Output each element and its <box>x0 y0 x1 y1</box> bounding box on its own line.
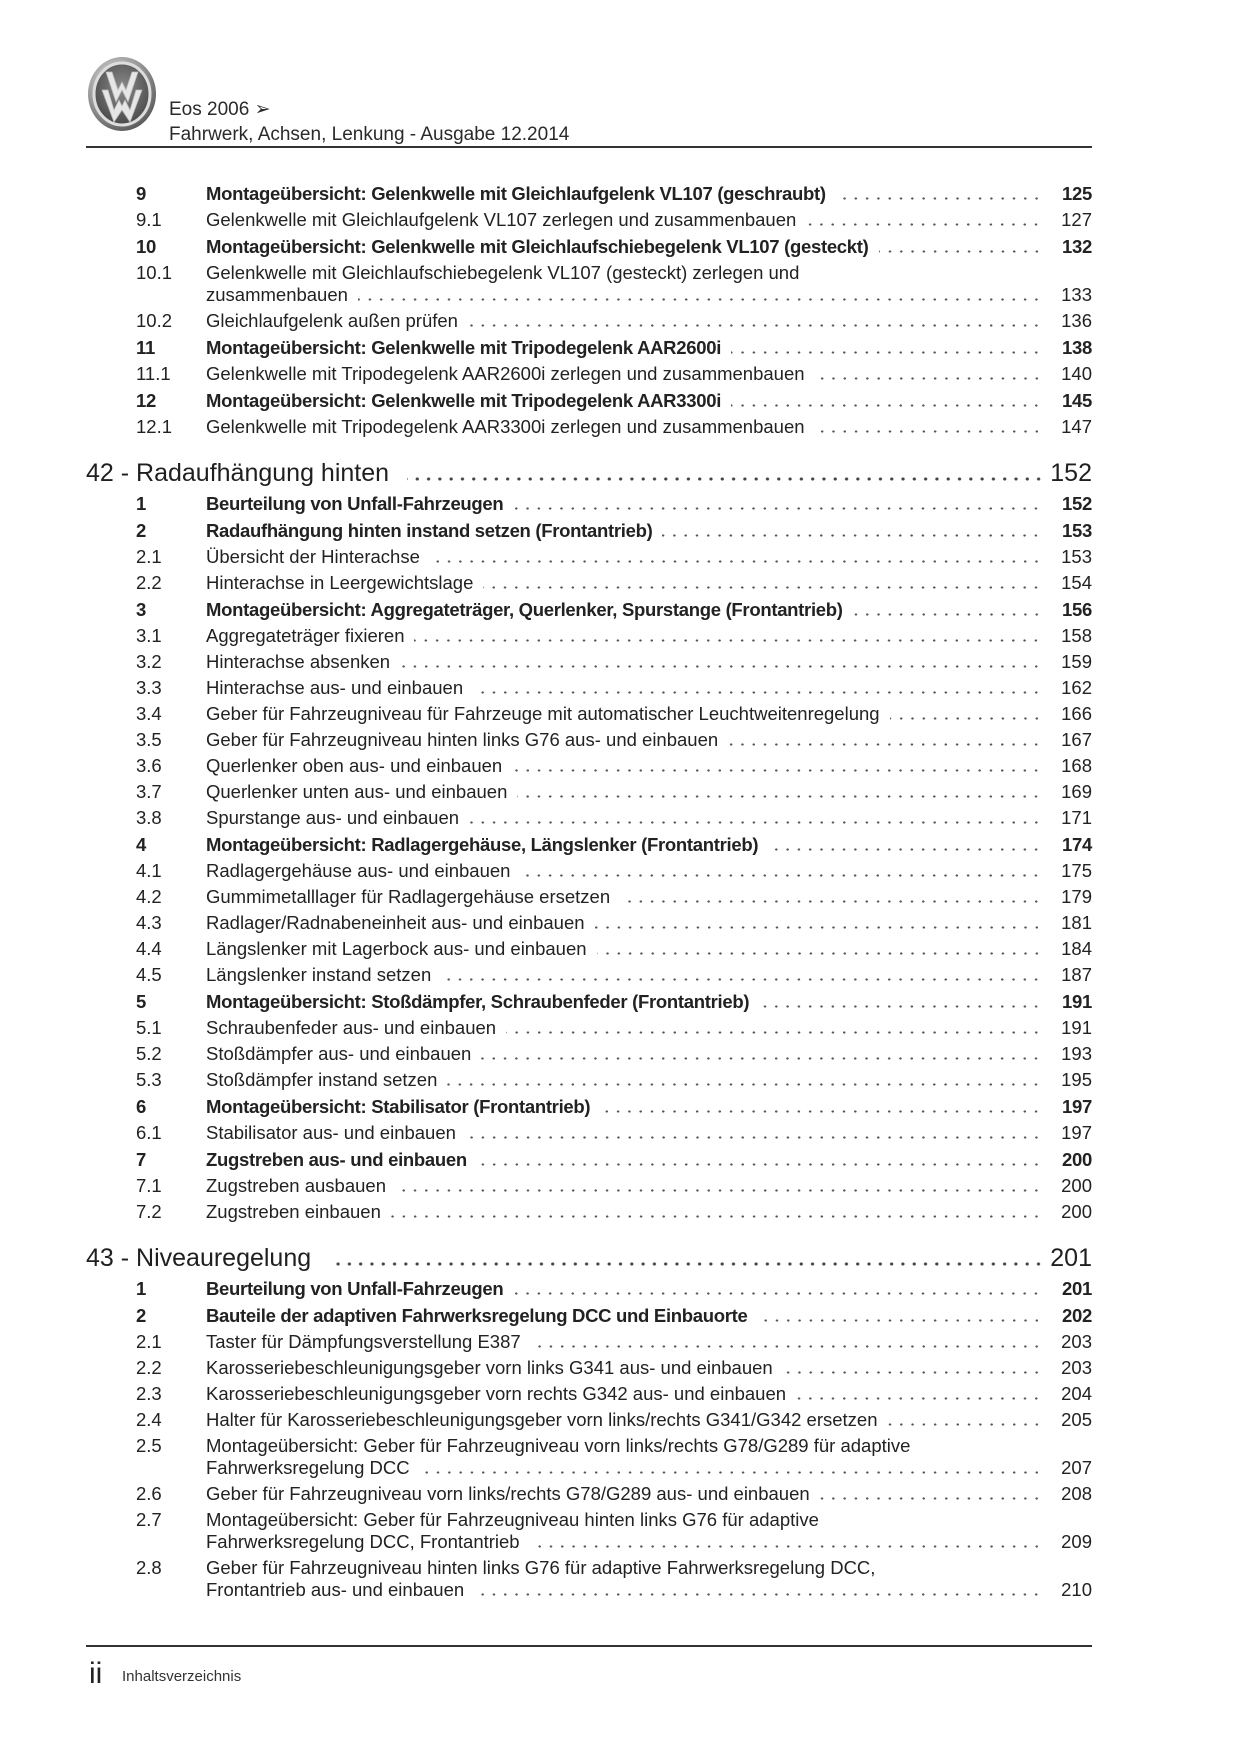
entry-page: 204 <box>1061 1383 1092 1404</box>
entry-title: Beurteilung von Unfall-Fahrzeugen <box>206 1278 504 1299</box>
entry-page: 140 <box>1061 363 1092 384</box>
toc-entry[interactable] <box>86 964 1092 986</box>
toc-entry[interactable] <box>86 781 1092 803</box>
dot-leader <box>477 1163 1042 1166</box>
entry-title: Montageübersicht: Gelenkwelle mit Gleichlaufschiebegelenk VL107 (gesteckt) <box>206 236 869 257</box>
entry-number: 7 <box>136 1149 146 1170</box>
toc-entry[interactable] <box>86 807 1092 829</box>
entry-title: Zugstreben ausbauen <box>206 1175 386 1196</box>
toc-entry[interactable] <box>86 1017 1092 1039</box>
entry-number: 10.2 <box>136 310 173 331</box>
toc-entry[interactable] <box>86 1557 1092 1601</box>
entry-number: 4.1 <box>136 860 162 881</box>
dot-leader <box>890 717 1042 720</box>
entry-title: Stabilisator aus- und einbauen <box>206 1122 456 1143</box>
entry-page: 152 <box>1062 493 1092 514</box>
dot-leader <box>595 926 1042 929</box>
toc-entry[interactable] <box>86 677 1092 699</box>
entry-page: 191 <box>1062 991 1092 1012</box>
entry-title: Zugstreben einbauen <box>206 1201 381 1222</box>
dot-leader <box>474 1593 1042 1596</box>
entry-number: 4.4 <box>136 938 162 959</box>
dot-leader <box>759 1005 1042 1008</box>
dot-leader <box>815 377 1042 380</box>
entry-number: 11 <box>136 337 155 358</box>
toc-entry[interactable] <box>86 1069 1092 1091</box>
dot-leader <box>815 430 1042 433</box>
entry-number: 3.7 <box>136 781 162 802</box>
entry-number: 3.1 <box>136 625 162 646</box>
dot-leader <box>512 769 1042 772</box>
dot-leader <box>531 1345 1042 1348</box>
entry-title: Montageübersicht: Geber für Fahrzeugniveau vorn links/rechts G78/G289 für adaptive <box>206 1435 911 1456</box>
entry-page: 154 <box>1061 572 1092 593</box>
entry-title-continued: Frontantrieb aus- und einbauen <box>206 1579 465 1600</box>
entry-page: 205 <box>1061 1409 1092 1430</box>
entry-title: Taster für Dämpfungsverstellung E387 <box>206 1331 521 1352</box>
entry-page: 201 <box>1062 1278 1092 1299</box>
entry-page: 166 <box>1061 703 1092 724</box>
entry-title: Schraubenfeder aus- und einbauen <box>206 1017 497 1038</box>
toc-entry[interactable] <box>86 834 1092 856</box>
entry-page: 132 <box>1062 236 1092 257</box>
footer-label: Inhaltsverzeichnis <box>122 1668 242 1685</box>
entry-number: 2.2 <box>136 572 162 593</box>
entry-number: 2.4 <box>136 1409 162 1430</box>
dot-leader <box>728 743 1042 746</box>
dot-leader <box>473 691 1042 694</box>
entry-page: 197 <box>1061 1122 1092 1143</box>
entry-page: 125 <box>1062 183 1092 204</box>
chapter-title: 42 - Radaufhängung hinten <box>86 459 390 487</box>
toc-entry[interactable] <box>86 991 1092 1013</box>
model-title: Eos 2006 ➢ <box>169 99 271 120</box>
entry-number: 2.5 <box>136 1435 162 1456</box>
toc-entry[interactable] <box>86 912 1092 934</box>
entry-number: 4 <box>136 834 146 855</box>
entry-number: 3.3 <box>136 677 162 698</box>
chapter-page: 201 <box>1050 1244 1092 1272</box>
entry-title: Geber für Fahrzeugniveau hinten links G76 aus- und einbauen <box>206 729 719 750</box>
entry-title: Gummimetalllager für Radlagergehäuse ersetzen <box>206 886 611 907</box>
entry-title: Geber für Fahrzeugniveau hinten links G76 für adaptive Fahrwerksregelung DCC, <box>206 1557 876 1578</box>
dot-leader <box>520 874 1042 877</box>
toc-entry[interactable] <box>86 1305 1092 1327</box>
dot-leader <box>530 1545 1042 1548</box>
dot-leader <box>441 978 1042 981</box>
entry-page: 207 <box>1061 1457 1092 1478</box>
entry-title: Montageübersicht: Gelenkwelle mit Tripodegelenk AAR3300i <box>206 390 722 411</box>
entry-number: 7.1 <box>136 1175 162 1196</box>
entry-number: 1 <box>136 493 146 514</box>
entry-number: 2.1 <box>136 546 162 567</box>
entry-page: 138 <box>1062 337 1092 358</box>
entry-number: 1 <box>136 1278 146 1299</box>
toc-entry[interactable] <box>86 1149 1092 1171</box>
entry-page: 200 <box>1061 1201 1092 1222</box>
dot-leader <box>731 351 1042 354</box>
entry-title: Montageübersicht: Gelenkwelle mit Gleichlaufgelenk VL107 (geschraubt) <box>206 183 826 204</box>
entry-number: 6 <box>136 1096 146 1117</box>
chapter-title: 43 - Niveauregelung <box>86 1244 312 1272</box>
page-number: ii <box>89 1657 103 1690</box>
toc-entry[interactable] <box>86 755 1092 777</box>
entry-page: 133 <box>1061 284 1092 305</box>
entry-title-continued: Fahrwerksregelung DCC <box>206 1457 410 1478</box>
manual-subtitle: Fahrwerk, Achsen, Lenkung - Ausgabe 12.2014 <box>169 124 570 145</box>
toc-entry[interactable] <box>86 520 1092 542</box>
entry-title: Übersicht der Hinterachse <box>206 546 420 567</box>
entry-title: Gelenkwelle mit Tripodegelenk AAR3300i zerlegen und zusammenbauen <box>206 416 805 437</box>
entry-page: 181 <box>1061 912 1092 933</box>
entry-title: Montageübersicht: Stabilisator (Frontantrieb) <box>206 1096 591 1117</box>
entry-title: Stoßdämpfer aus- und einbauen <box>206 1043 472 1064</box>
page-header <box>86 52 1092 148</box>
dot-leader <box>506 1031 1042 1034</box>
dot-leader <box>414 639 1042 642</box>
entry-number: 9 <box>136 183 146 204</box>
entry-page: 147 <box>1061 416 1092 437</box>
entry-page: 210 <box>1061 1579 1092 1600</box>
entry-title: Querlenker oben aus- und einbauen <box>206 755 503 776</box>
entry-title: Montageübersicht: Stoßdämpfer, Schraubenfeder (Frontantrieb) <box>206 991 750 1012</box>
chapter-page: 152 <box>1050 459 1092 487</box>
entry-title: Gelenkwelle mit Gleichlaufgelenk VL107 zerlegen und zusammenbauen <box>206 209 797 230</box>
entry-number: 5.3 <box>136 1069 162 1090</box>
entry-title: Gleichlaufgelenk außen prüfen <box>206 310 458 331</box>
entry-title: Beurteilung von Unfall-Fahrzeugen <box>206 493 504 514</box>
entry-page: 162 <box>1061 677 1092 698</box>
entry-number: 2.6 <box>136 1483 162 1504</box>
dot-leader <box>430 560 1042 563</box>
entry-page: 153 <box>1062 520 1092 541</box>
toc-entry[interactable] <box>86 860 1092 882</box>
entry-title: Querlenker unten aus- und einbauen <box>206 781 508 802</box>
dot-leader <box>879 250 1042 253</box>
entry-page: 159 <box>1061 651 1092 672</box>
toc-entry[interactable] <box>86 337 1092 359</box>
dot-leader <box>836 197 1042 200</box>
entry-page: 187 <box>1061 964 1092 985</box>
dot-leader <box>481 1057 1042 1060</box>
toc-entry[interactable] <box>86 1483 1092 1505</box>
toc-entry[interactable] <box>86 938 1092 960</box>
dot-leader <box>483 586 1042 589</box>
toc-entry[interactable] <box>86 310 1092 332</box>
toc-entry[interactable] <box>86 1331 1092 1353</box>
toc-entry[interactable] <box>86 1122 1092 1144</box>
toc-entry[interactable] <box>86 390 1092 412</box>
dot-leader <box>400 665 1042 668</box>
dot-leader <box>620 900 1042 903</box>
entry-page: 193 <box>1061 1043 1092 1064</box>
entry-page: 195 <box>1061 1069 1092 1090</box>
toc-entry[interactable] <box>86 886 1092 908</box>
entry-number: 3 <box>136 599 146 620</box>
dot-leader <box>468 324 1042 327</box>
entry-title: Montageübersicht: Gelenkwelle mit Tripodegelenk AAR2600i <box>206 337 722 358</box>
vw-logo-icon <box>86 52 158 132</box>
entry-title: Montageübersicht: Radlagergehäuse, Längslenker (Frontantrieb) <box>206 834 759 855</box>
entry-number: 3.6 <box>136 755 162 776</box>
dot-leader <box>469 821 1042 824</box>
entry-number: 6.1 <box>136 1122 162 1143</box>
entry-title: Hinterachse in Leergewichtslage <box>206 572 474 593</box>
entry-page: 179 <box>1061 886 1092 907</box>
toc-entry[interactable] <box>86 183 1092 205</box>
toc-entry[interactable] <box>86 493 1092 515</box>
entry-title: Hinterachse aus- und einbauen <box>206 677 464 698</box>
entry-title-continued: Fahrwerksregelung DCC, Frontantrieb <box>206 1531 520 1552</box>
entry-number: 3.8 <box>136 807 162 828</box>
entry-title: Halter für Karosseriebeschleunigungsgeber vorn links/rechts G341/G342 ersetzen <box>206 1409 878 1430</box>
entry-title: Montageübersicht: Aggregateträger, Querlenker, Spurstange (Frontantrieb) <box>206 599 843 620</box>
entry-title: Geber für Fahrzeugniveau für Fahrzeuge mit automatischer Leuchtweitenregelung <box>206 703 880 724</box>
entry-page: 171 <box>1061 807 1092 828</box>
entry-number: 4.2 <box>136 886 162 907</box>
entry-number: 10.1 <box>136 262 173 283</box>
entry-page: 184 <box>1061 938 1092 959</box>
toc-entry[interactable] <box>86 651 1092 673</box>
toc-entry[interactable] <box>86 1409 1092 1431</box>
dot-leader <box>466 1136 1042 1139</box>
entry-title: Radlager/Radnabeneinheit aus- und einbauen <box>206 912 585 933</box>
entry-title: Stoßdämpfer instand setzen <box>206 1069 438 1090</box>
entry-page: 209 <box>1061 1531 1092 1552</box>
toc-entry[interactable] <box>86 546 1092 568</box>
toc-entry[interactable] <box>86 1043 1092 1065</box>
dot-leader <box>853 613 1042 616</box>
entry-title: Längslenker mit Lagerbock aus- und einbauen <box>206 938 587 959</box>
entry-page: 136 <box>1061 310 1092 331</box>
footer-divider <box>86 1645 1092 1647</box>
entry-number: 4.3 <box>136 912 162 933</box>
entry-number: 4.5 <box>136 964 162 985</box>
entry-page: 158 <box>1061 625 1092 646</box>
entry-number: 2 <box>136 1305 146 1326</box>
entry-number: 10 <box>136 236 156 257</box>
entry-title: Aggregateträger fixieren <box>206 625 405 646</box>
toc-entry[interactable] <box>86 625 1092 647</box>
entry-page: 168 <box>1061 755 1092 776</box>
chapter-heading[interactable] <box>86 1243 1092 1273</box>
entry-page: 156 <box>1062 599 1092 620</box>
entry-title: Karosseriebeschleunigungsgeber vorn links G341 aus- und einbauen <box>206 1357 773 1378</box>
dot-leader <box>597 952 1042 955</box>
entry-page: 145 <box>1062 390 1092 411</box>
dot-leader <box>420 1471 1042 1474</box>
entry-number: 7.2 <box>136 1201 162 1222</box>
entry-number: 5 <box>136 991 146 1012</box>
dot-leader <box>768 848 1042 851</box>
entry-number: 12 <box>136 390 156 411</box>
dot-leader <box>758 1319 1042 1322</box>
entry-page: 208 <box>1061 1483 1092 1504</box>
dot-leader <box>820 1497 1042 1500</box>
toc-entry[interactable] <box>86 262 1092 306</box>
entry-title: Hinterachse absenken <box>206 651 391 672</box>
entry-title: Radaufhängung hinten instand setzen (Frontantrieb) <box>206 520 653 541</box>
entry-page: 197 <box>1062 1096 1092 1117</box>
dot-leader <box>447 1083 1042 1086</box>
toc-entry[interactable] <box>86 236 1092 258</box>
entry-page: 203 <box>1061 1331 1092 1352</box>
toc-entry[interactable] <box>86 1278 1092 1300</box>
toc-entry[interactable] <box>86 1201 1092 1223</box>
dot-leader <box>731 404 1042 407</box>
dot-leader <box>513 507 1042 510</box>
entry-page: 203 <box>1061 1357 1092 1378</box>
entry-number: 2.8 <box>136 1557 162 1578</box>
entry-page: 200 <box>1062 1149 1092 1170</box>
toc-entry[interactable] <box>86 363 1092 385</box>
chapter-heading[interactable] <box>86 458 1092 488</box>
dot-leader <box>358 298 1042 301</box>
dot-leader <box>517 795 1042 798</box>
entry-title: Radlagergehäuse aus- und einbauen <box>206 860 511 881</box>
toc-entry[interactable] <box>86 1096 1092 1118</box>
dot-leader <box>783 1371 1042 1374</box>
entry-title: Montageübersicht: Geber für Fahrzeugniveau hinten links G76 für adaptive <box>206 1509 819 1530</box>
dot-leader <box>391 1215 1042 1218</box>
entry-title: Spurstange aus- und einbauen <box>206 807 460 828</box>
entry-page: 191 <box>1061 1017 1092 1038</box>
dot-leader <box>796 1397 1042 1400</box>
toc-entry[interactable] <box>86 1509 1092 1553</box>
entry-number: 5.1 <box>136 1017 162 1038</box>
entry-number: 11.1 <box>136 363 171 384</box>
entry-number: 2 <box>136 520 146 541</box>
entry-page: 174 <box>1062 834 1092 855</box>
entry-page: 200 <box>1061 1175 1092 1196</box>
entry-number: 12.1 <box>136 416 173 437</box>
entry-number: 3.5 <box>136 729 162 750</box>
entry-number: 5.2 <box>136 1043 162 1064</box>
entry-title: Gelenkwelle mit Tripodegelenk AAR2600i zerlegen und zusammenbauen <box>206 363 805 384</box>
entry-title: Bauteile der adaptiven Fahrwerksregelung DCC und Einbauorte <box>206 1305 748 1326</box>
toc-entry[interactable] <box>86 599 1092 621</box>
entry-number: 2.1 <box>136 1331 162 1352</box>
entry-title: Zugstreben aus- und einbauen <box>206 1149 467 1170</box>
dot-leader <box>513 1292 1042 1295</box>
toc-entry[interactable] <box>86 1175 1092 1197</box>
entry-title: Längslenker instand setzen <box>206 964 432 985</box>
toc-entry[interactable] <box>86 703 1092 725</box>
dot-leader <box>888 1423 1042 1426</box>
dot-leader <box>662 534 1042 537</box>
toc-entry[interactable] <box>86 1435 1092 1479</box>
toc-entry[interactable] <box>86 572 1092 594</box>
entry-page: 175 <box>1061 860 1092 881</box>
toc-entry[interactable] <box>86 416 1092 438</box>
entry-number: 9.1 <box>136 209 162 230</box>
header-divider <box>86 146 1092 148</box>
entry-page: 167 <box>1061 729 1092 750</box>
entry-title: Geber für Fahrzeugniveau vorn links/rechts G78/G289 aus- und einbauen <box>206 1483 810 1504</box>
entry-number: 2.3 <box>136 1383 162 1404</box>
dot-leader <box>600 1110 1042 1113</box>
dot-leader <box>329 1262 1044 1266</box>
entry-number: 3.2 <box>136 651 162 672</box>
entry-page: 169 <box>1061 781 1092 802</box>
dot-leader <box>396 1189 1042 1192</box>
entry-title: Gelenkwelle mit Gleichlaufschiebegelenk VL107 (gesteckt) zerlegen und <box>206 262 800 283</box>
toc-entry[interactable] <box>86 729 1092 751</box>
entry-number: 2.2 <box>136 1357 162 1378</box>
entry-page: 127 <box>1061 209 1092 230</box>
entry-title-continued: zusammenbauen <box>206 284 348 305</box>
dot-leader <box>407 477 1044 481</box>
table-of-contents <box>86 178 1092 1601</box>
dot-leader <box>806 223 1042 226</box>
toc-entry[interactable] <box>86 209 1092 231</box>
toc-entry[interactable] <box>86 1357 1092 1379</box>
toc-entry[interactable] <box>86 1383 1092 1405</box>
entry-number: 2.7 <box>136 1509 162 1530</box>
entry-page: 202 <box>1062 1305 1092 1326</box>
entry-page: 153 <box>1061 546 1092 567</box>
entry-number: 3.4 <box>136 703 162 724</box>
entry-title: Karosseriebeschleunigungsgeber vorn rechts G342 aus- und einbauen <box>206 1383 787 1404</box>
